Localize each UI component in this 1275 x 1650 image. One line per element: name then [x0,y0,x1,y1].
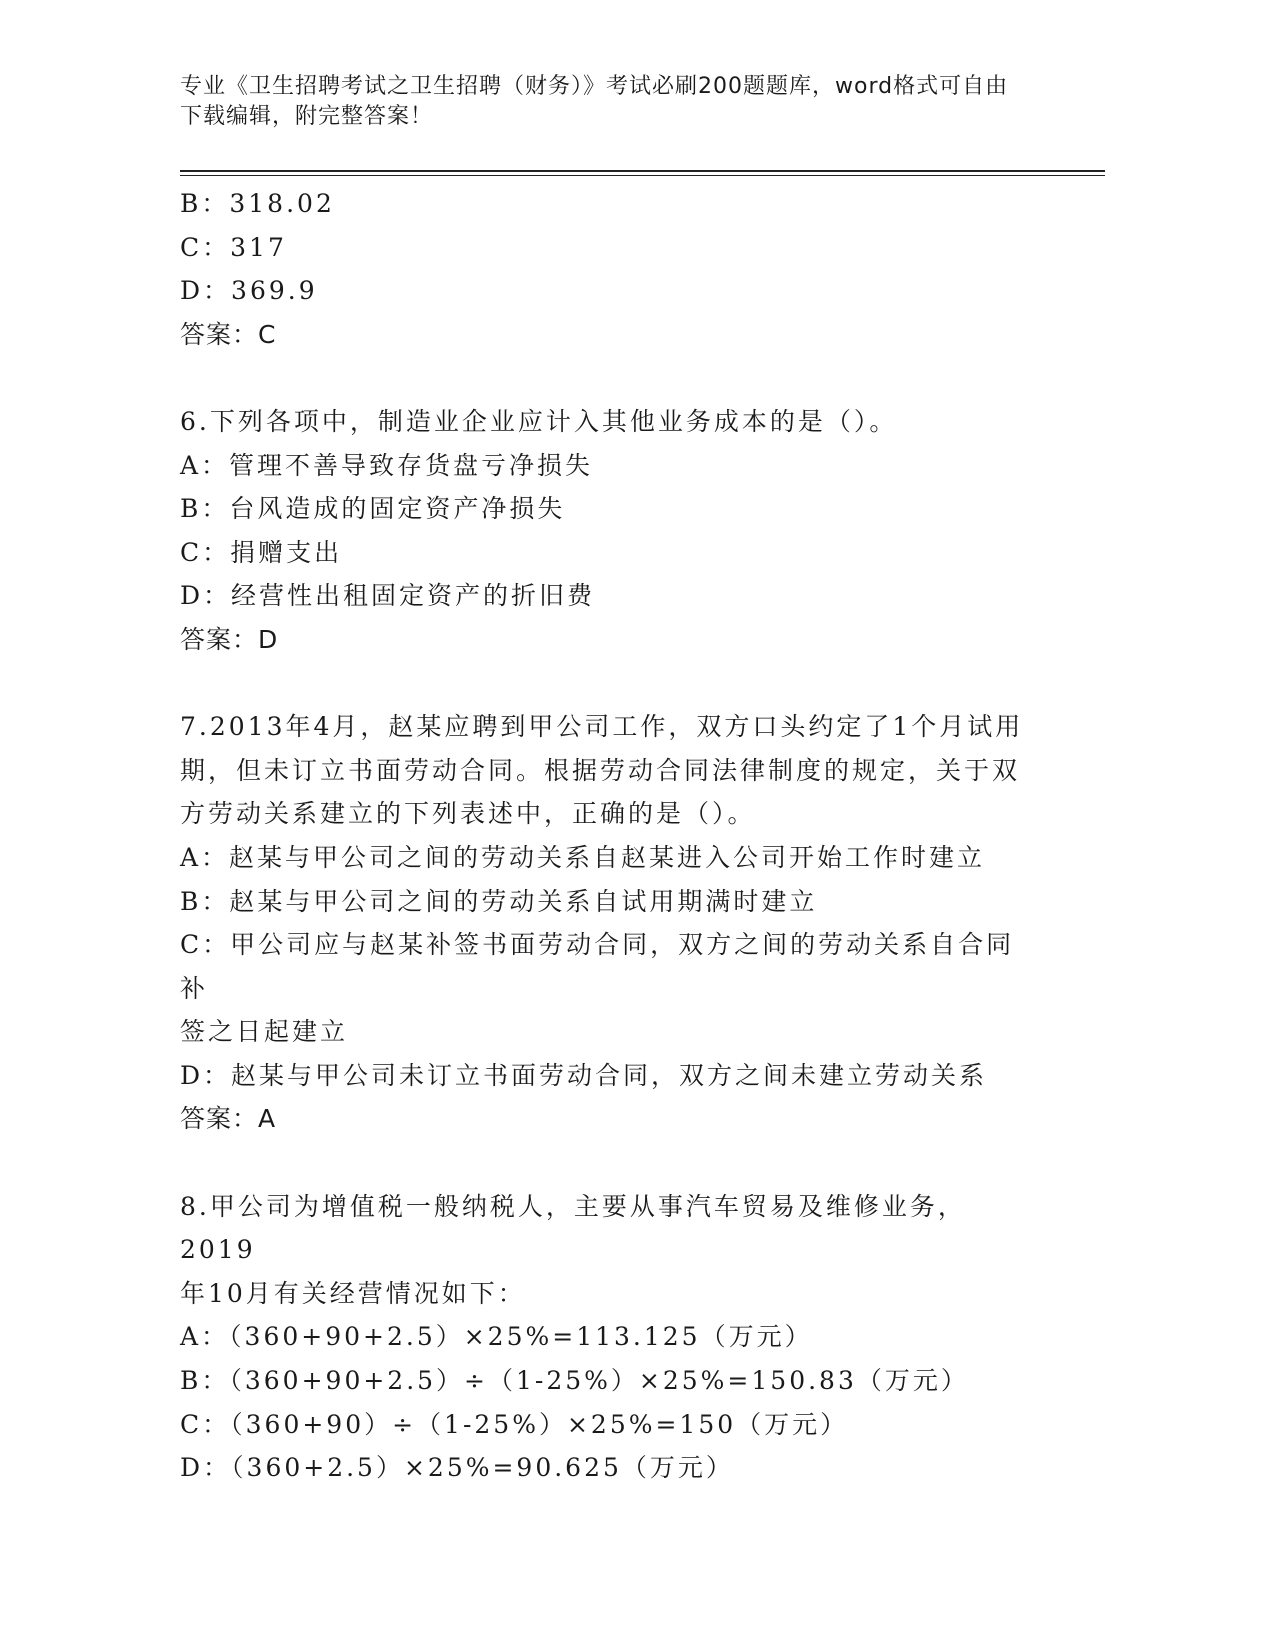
spacer [180,1141,1040,1185]
answer-line: 答案：A [180,1104,277,1134]
question-content [180,182,1040,1490]
question-7 [180,705,1040,1141]
answer-line: 答案：C [180,319,277,349]
option-b: B：赵某与甲公司之间的劳动关系自试用期满时建立 [180,886,818,916]
question-5 [180,182,1040,356]
spacer [180,662,1040,706]
question-stem-line: 方劳动关系建立的下列表述中，正确的是（）。 [180,799,756,829]
spacer [180,356,1040,400]
option-c: C：317 [180,232,287,262]
option-d: D：赵某与甲公司未订立书面劳动合同，双方之间未建立劳动关系 [180,1060,988,1090]
option-d: D：369.9 [180,276,318,306]
question-stem: 6.下列各项中，制造业企业应计入其他业务成本的是（）。 [180,406,898,436]
question-stem-line: 8.甲公司为增值税一般纳税人，主要从事汽车贸易及维修业务，2019 [180,1191,966,1265]
option-d: D：（360+2.5）×25%=90.625（万元） [180,1453,734,1483]
option-a: A：管理不善导致存货盘亏净损失 [180,450,594,480]
option-b: B：318.02 [180,189,335,218]
option-d: D：经营性出租固定资产的折旧费 [180,581,596,611]
header-rule-thick [180,170,1105,172]
header-rule-thin [180,175,1105,176]
option-c: C：甲公司应与赵某补签书面劳动合同，双方之间的劳动关系自合同补 [180,930,1015,1003]
question-6 [180,400,1040,662]
document-header: 专业《卫生招聘考试之卫生招聘（财务）》考试必刷200题题库，word格式可自由下载编辑，附完整答案！ [180,74,1009,129]
option-a: A：（360+90+2.5）×25%=113.125（万元） [180,1322,813,1352]
question-stem-line: 年10月有关经营情况如下： [180,1278,526,1308]
question-8 [180,1185,1040,1490]
option-c-continued: 签之日起建立 [180,1017,349,1047]
option-b: B：（360+90+2.5）÷（1-25%）×25%=150.83（万元） [180,1366,969,1396]
question-stem-line: 期，但未订立书面劳动合同。根据劳动合同法律制度的规定，关于双 [180,755,1021,785]
option-c: C：（360+90）÷（1-25%）×25%=150（万元） [180,1409,849,1439]
question-stem-line: 7.2013年4月，赵某应聘到甲公司工作，双方口头约定了1个月试用 [180,712,1024,742]
answer-line: 答案：D [180,624,279,654]
option-a: A：赵某与甲公司之间的劳动关系自赵某进入公司开始工作时建立 [180,842,986,872]
option-c: C：捐赠支出 [180,537,343,567]
option-b: B：台风造成的固定资产净损失 [180,494,566,524]
